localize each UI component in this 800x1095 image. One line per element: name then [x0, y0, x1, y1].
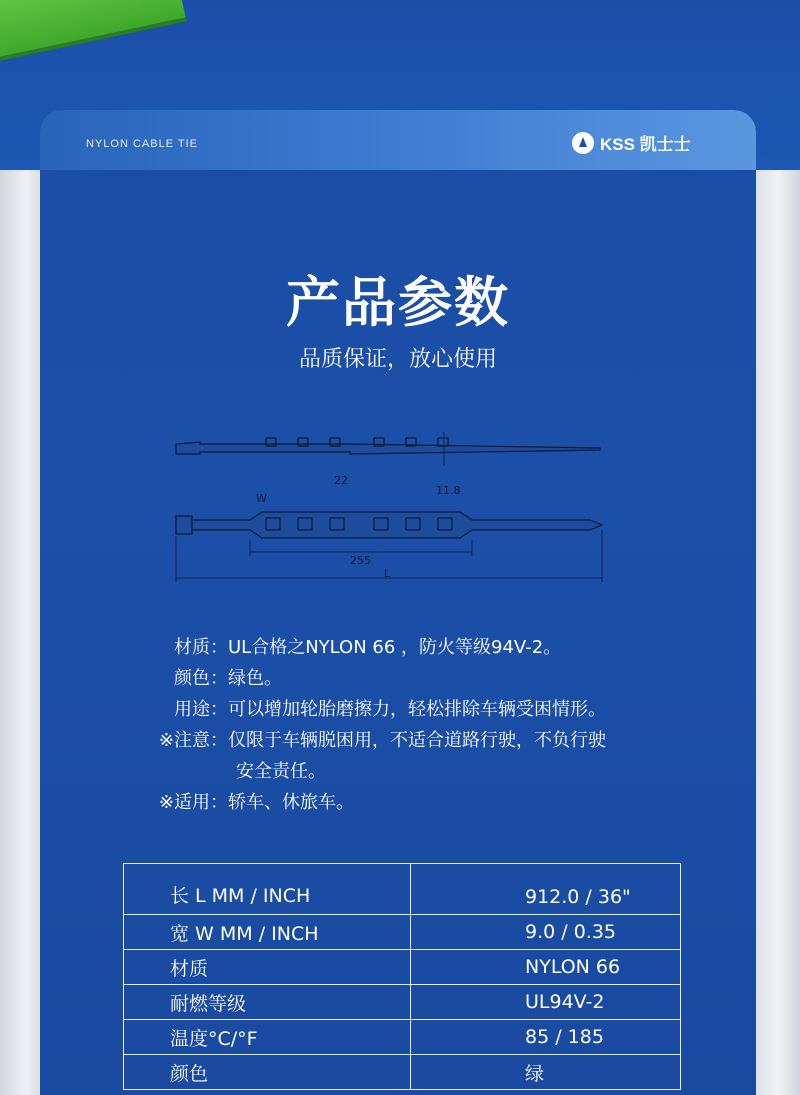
- dim-22-label: 22: [334, 474, 348, 487]
- table-row: [124, 915, 681, 950]
- spec-notice-continuation: 安全责任。: [236, 761, 326, 782]
- spec-label: ※注意：: [158, 730, 228, 751]
- stone-background-right: [756, 170, 800, 1095]
- spec-label: ※适用：: [158, 792, 228, 813]
- spec-value: 仅限于车辆脱困用，不适合道路行驶，不负行驶: [228, 730, 606, 751]
- parameter-table: [123, 863, 681, 1090]
- table-value: 9.0 / 0.35: [411, 915, 681, 950]
- table-row: [124, 864, 681, 915]
- table-row: [124, 1055, 681, 1090]
- brand-logo: [572, 130, 691, 155]
- top-view-strap: [176, 432, 600, 466]
- dim-11-8-label: 11.8: [436, 484, 461, 497]
- panel-header: [40, 110, 756, 170]
- spec-label: 用途：: [174, 699, 228, 720]
- table-row: [124, 1020, 681, 1055]
- spec-value: 轿车、休旅车。: [228, 792, 354, 813]
- cable-tie-diagram: [170, 432, 610, 592]
- dim-l-label: L: [384, 567, 391, 580]
- dim-255-label: 255: [350, 554, 371, 567]
- table-value: 85 / 185: [411, 1020, 681, 1055]
- spec-row-notice: [144, 725, 606, 756]
- spec-row-color: [144, 663, 606, 694]
- table-value: UL94V-2: [411, 985, 681, 1020]
- brand-logo-icon: [572, 132, 594, 154]
- table-key: 材质: [124, 950, 411, 985]
- page-subtitle: 品质保证，放心使用: [298, 347, 497, 372]
- spec-label: 材质：: [174, 637, 228, 658]
- spec-row-applicable: [144, 787, 606, 818]
- green-strap-image: [0, 0, 186, 65]
- table-value: 绿: [411, 1055, 681, 1090]
- spec-list: [144, 632, 606, 818]
- spec-value: 可以增加轮胎磨擦力，轻松排除车辆受困情形。: [228, 699, 606, 720]
- table-key: 长 L MM / INCH: [124, 864, 411, 915]
- table-key: 宽 W MM / INCH: [124, 915, 411, 950]
- spec-row-material: [144, 632, 606, 663]
- table-row: [124, 950, 681, 985]
- table-key: 温度°C/°F: [124, 1020, 411, 1055]
- table-key: 耐燃等级: [124, 985, 411, 1020]
- brand-name: KSS 凯士士: [600, 135, 691, 154]
- spec-label: 颜色：: [174, 668, 228, 689]
- table-value: 912.0 / 36": [411, 864, 681, 915]
- table-key: 颜色: [124, 1055, 411, 1090]
- content-panel: [40, 110, 756, 1095]
- spec-value: 绿色。: [228, 668, 282, 689]
- table-value: NYLON 66: [411, 950, 681, 985]
- side-view-strap: [176, 512, 602, 538]
- table-row: [124, 985, 681, 1020]
- spec-value: UL合格之NYLON 66 ，防火等级94V-2。: [228, 637, 562, 658]
- spec-row-usage: [144, 694, 606, 725]
- page-title: 产品参数: [286, 271, 510, 334]
- header-tag: NYLON CABLE TIE: [86, 138, 198, 150]
- stone-background-left: [0, 170, 42, 1095]
- dim-w-label: W: [256, 492, 267, 505]
